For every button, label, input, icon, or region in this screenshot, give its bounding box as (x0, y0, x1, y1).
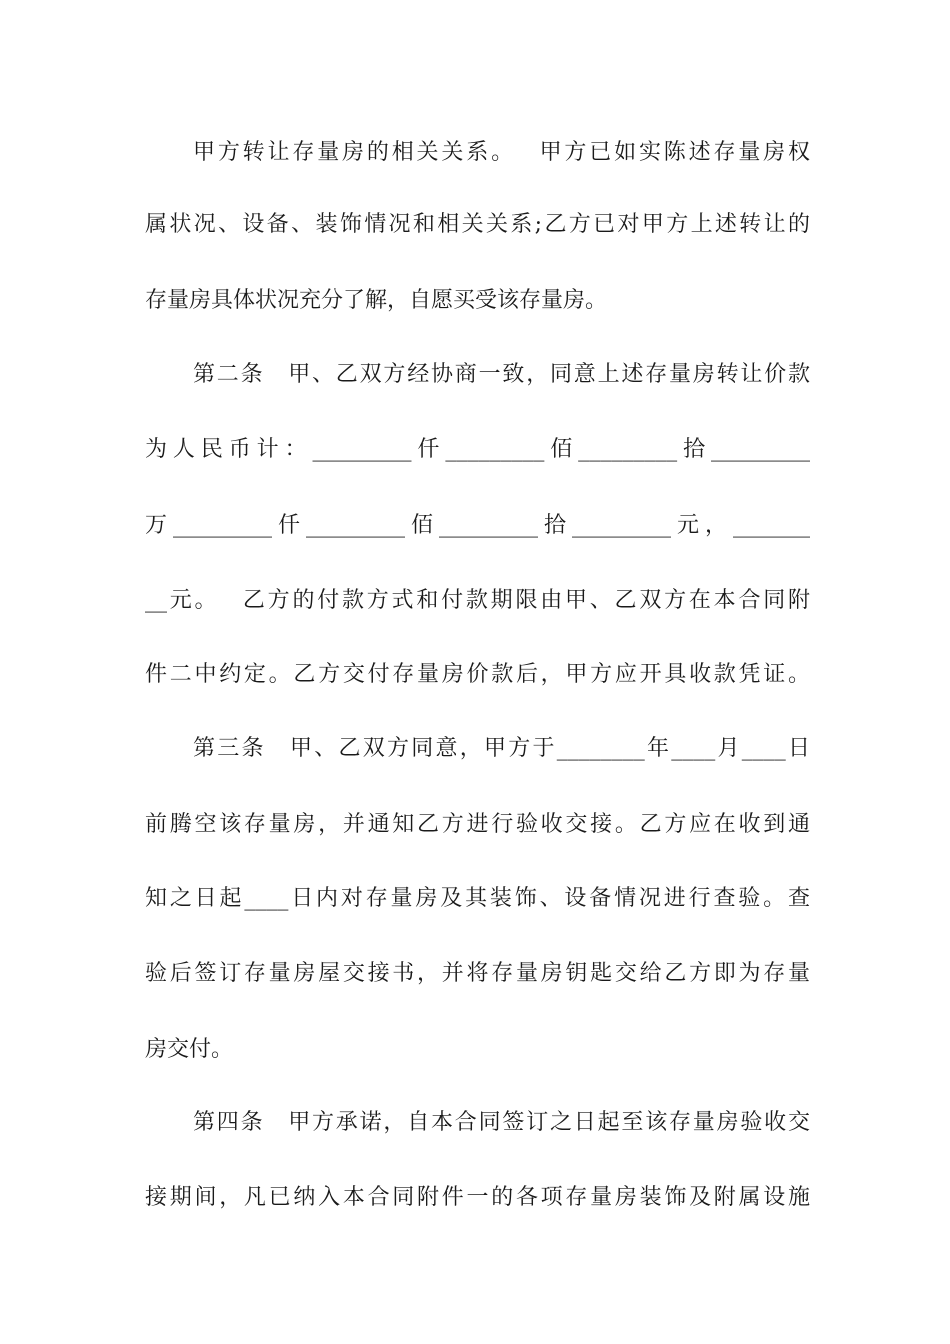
paragraph-line: 前腾空该存量房，并通知乙方进行验收交接。乙方应在收到通 (145, 812, 810, 837)
paragraph-line: 房交付。 (145, 1037, 234, 1062)
paragraph-line: 第二条 甲、乙双方经协商一致，同意上述存量房转让价款 (193, 362, 810, 387)
paragraph-line: 为人民币计：_________仟_________佰_________拾_________ (145, 437, 810, 462)
paragraph-line: 属状况、设备、装饰情况和相关关系;乙方已对甲方上述转让的 (145, 212, 810, 237)
paragraph-line: 件二中约定。乙方交付存量房价款后，甲方应开具收款凭证。 (145, 662, 810, 687)
paragraph-line: 存量房具体状况充分了解，自愿买受该存量房。 (145, 288, 608, 313)
paragraph-line: 第三条 甲、乙双方同意，甲方于________年____月____日 (193, 736, 810, 761)
paragraph-line: 万_________仟_________佰_________拾_________元，_______ (145, 513, 810, 538)
paragraph-line: 知之日起____日内对存量房及其装饰、设备情况进行查验。查 (145, 886, 810, 911)
paragraph-line: __元。 乙方的付款方式和付款期限由甲、乙双方在本合同附 (145, 588, 810, 613)
paragraph-line: 接期间，凡已纳入本合同附件一的各项存量房装饰及附属设施 (145, 1185, 810, 1210)
paragraph-line: 第四条 甲方承诺，自本合同签订之日起至该存量房验收交 (193, 1110, 810, 1135)
paragraph-line: 甲方转让存量房的相关关系。 甲方已如实陈述存量房权 (193, 140, 810, 165)
paragraph-line: 验后签订存量房屋交接书，并将存量房钥匙交给乙方即为存量 (145, 961, 810, 986)
